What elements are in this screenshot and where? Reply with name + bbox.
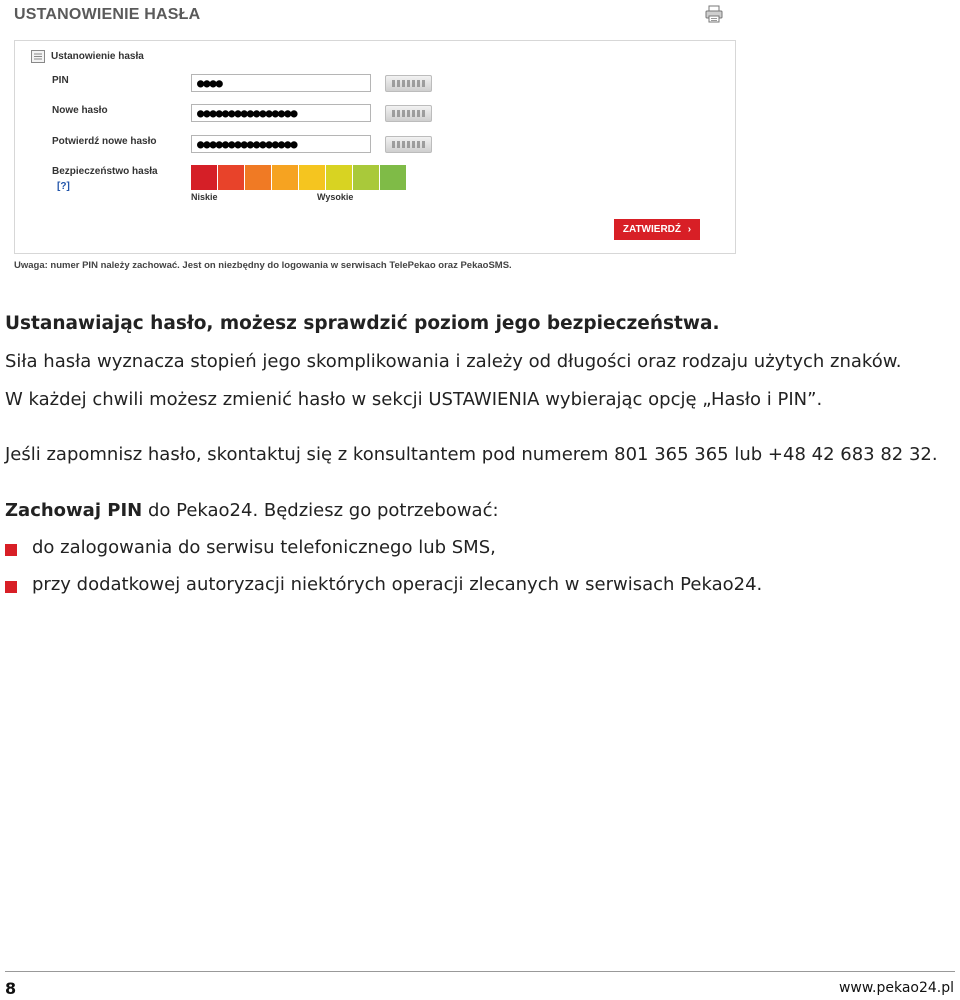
footer-divider: [5, 971, 955, 972]
keyboard-icon: [392, 141, 426, 148]
paragraph-strength: Siła hasła wyznacza stopień jego skomplikowania i zależy od długości oraz rodzaju użytych znaków.: [5, 351, 902, 372]
strength-help-link[interactable]: [?]: [57, 181, 70, 192]
website-link[interactable]: www.pekao24.pl: [838, 980, 954, 996]
pin-virtual-keyboard-button[interactable]: [385, 75, 432, 92]
strength-segment-3: [245, 165, 271, 190]
new-password-virtual-keyboard-button[interactable]: [385, 105, 432, 122]
password-strength-meter: [191, 165, 407, 190]
strength-segment-7: [353, 165, 379, 190]
form-icon: [31, 50, 45, 63]
list-item: do zalogowania do serwisu telefonicznego lub SMS,: [32, 537, 496, 558]
paragraph-forgot: Jeśli zapomnisz hasło, skontaktuj się z konsultantem pod numerem 801 365 365 lub +48 42 683 82 32.: [5, 444, 938, 465]
strength-segment-2: [218, 165, 244, 190]
pin-input[interactable]: ●●●●: [191, 74, 371, 92]
password-panel: [14, 40, 736, 254]
strength-segment-5: [299, 165, 325, 190]
confirm-password-virtual-keyboard-button[interactable]: [385, 136, 432, 153]
bullet-icon: [5, 544, 17, 556]
screen-title: USTANOWIENIE HASŁA: [14, 6, 201, 23]
strength-segment-4: [272, 165, 298, 190]
keyboard-icon: [392, 110, 426, 117]
keep-pin-paragraph: [5, 500, 499, 522]
keep-pin-rest: do Pekao24. Będziesz go potrzebować:: [142, 500, 499, 521]
confirm-password-input[interactable]: ●●●●●●●●●●●●●●●●: [191, 135, 371, 153]
confirm-button-label: ZATWIERDŹ: [622, 224, 681, 235]
chevron-right-icon: ›: [687, 224, 692, 235]
strength-low-label: Niskie: [191, 192, 218, 202]
list-item: przy dodatkowej autoryzacji niektórych operacji zlecanych w serwisach Pekao24.: [32, 574, 763, 595]
keep-pin-bold: Zachowaj PIN: [5, 500, 143, 521]
password-strength-label: Bezpieczeństwo hasła: [52, 166, 158, 177]
confirm-password-label: Potwierdź nowe hasło: [52, 136, 157, 147]
section-heading: Ustanawiając hasło, możesz sprawdzić poziom jego bezpieczeństwa.: [5, 313, 720, 334]
pin-warning: Uwaga: numer PIN należy zachować. Jest on niezbędny do logowania w serwisach TelePekao oraz PekaoSMS.: [14, 260, 512, 271]
confirm-button[interactable]: [614, 219, 700, 240]
strength-segment-8: [380, 165, 406, 190]
new-password-label: Nowe hasło: [52, 105, 108, 116]
keyboard-icon: [392, 80, 426, 87]
pin-label: PIN: [52, 75, 69, 86]
bullet-icon: [5, 581, 17, 593]
panel-header: [51, 51, 144, 62]
strength-high-label: Wysokie: [317, 192, 354, 202]
new-password-input[interactable]: ●●●●●●●●●●●●●●●●: [191, 104, 371, 122]
page-number: 8: [5, 979, 17, 998]
print-icon[interactable]: [705, 5, 723, 23]
strength-segment-1: [191, 165, 217, 190]
strength-segment-6: [326, 165, 352, 190]
paragraph-change: W każdej chwili możesz zmienić hasło w sekcji USTAWIENIA wybierając opcję „Hasło i PIN”.: [5, 389, 823, 410]
panel-title: Ustanowienie hasła: [51, 51, 144, 62]
